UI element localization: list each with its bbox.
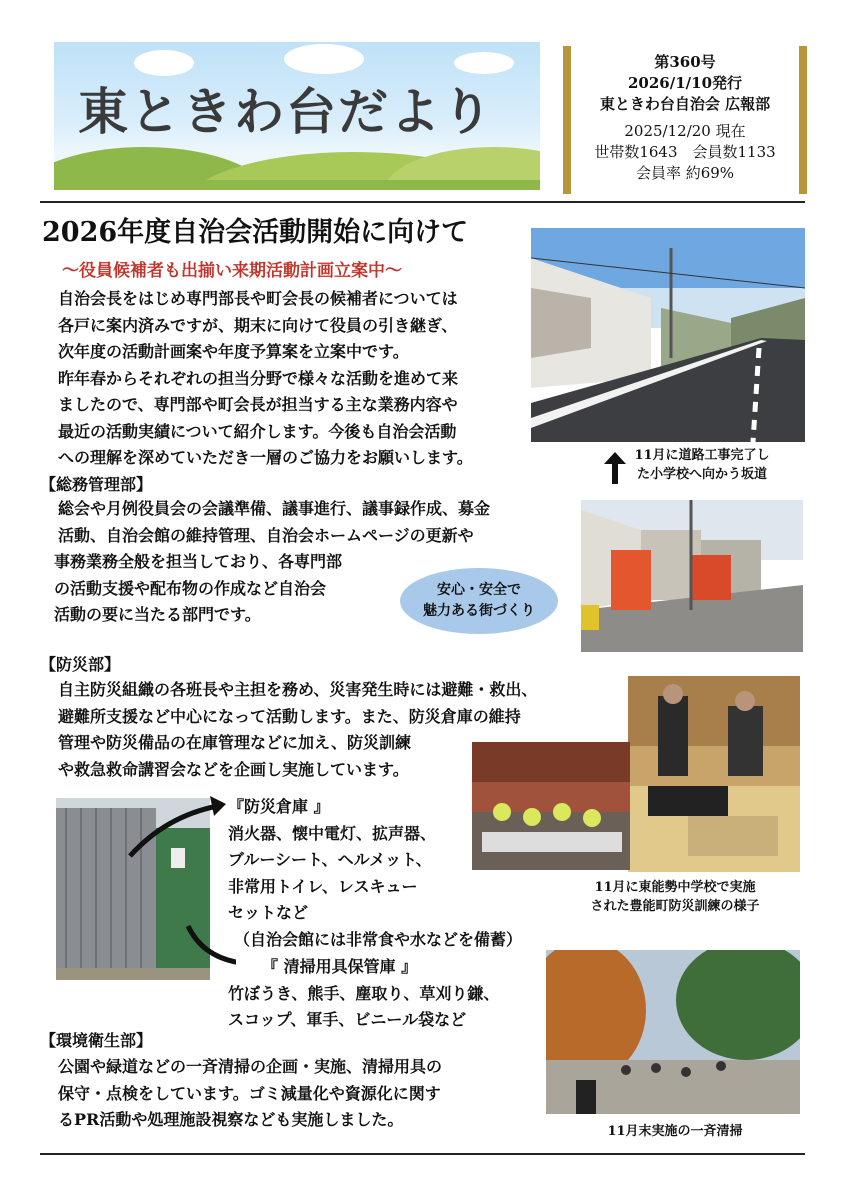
cleanup-photo-caption: 11月末実施の一斉清掃 bbox=[607, 1124, 743, 1139]
text-line: 次年度の活動計画案や年度予算案を立案中です。 bbox=[58, 342, 409, 361]
text-line: セットなど bbox=[228, 903, 309, 922]
kankyo-heading: 【環境衛生部】 bbox=[40, 1031, 153, 1050]
text-line: 昨年春からそれぞれの担当分野で様々な活動を進めて来 bbox=[58, 368, 459, 388]
text-line: 管理や防災備品の在庫管理などに加え、防災訓練 bbox=[58, 733, 411, 752]
storage-list bbox=[228, 794, 522, 953]
text-line: 保守・点検をしています。ゴミ減量化や資源化に関す bbox=[58, 1083, 441, 1103]
up-arrow-icon bbox=[604, 452, 626, 484]
caption-line: た小学校へ向かう坂道 bbox=[636, 467, 767, 482]
slogan-bubble bbox=[400, 568, 558, 634]
kankyo-paragraph bbox=[58, 1054, 442, 1134]
slogan-line: 魅力ある街づくり bbox=[423, 603, 535, 619]
road-photo bbox=[531, 228, 805, 442]
text-line: の活動支援や配布物の作成など自治会 bbox=[54, 578, 327, 598]
text-line: 公園や緑道などの一斉清掃の企画・実施、清掃用具の bbox=[58, 1057, 443, 1076]
header-divider bbox=[40, 201, 805, 203]
storage-note: （自治会館には非常食や水などを備蓄） bbox=[234, 929, 523, 949]
cleaning-heading: 『 清掃用具保管庫 』 bbox=[262, 957, 418, 976]
storage-heading: 『防災倉庫 』 bbox=[228, 797, 330, 816]
text-line: 消火器、懐中電灯、拡声器、 bbox=[228, 823, 437, 843]
rescue-drill-photo bbox=[628, 676, 800, 872]
article-title: 2026年度自治会活動開始に向けて bbox=[42, 217, 469, 248]
drill-photo-caption bbox=[560, 878, 790, 916]
soumu-heading: 【総務管理部】 bbox=[40, 475, 153, 494]
text-line: 最近の活動実績について紹介します。今後も自治会活動 bbox=[58, 421, 457, 441]
text-line: 活動の要に当たる部門です。 bbox=[54, 605, 261, 624]
membership-rate: 会員率 約69% bbox=[635, 164, 735, 182]
issue-date: 2026/1/10発行 bbox=[627, 74, 743, 92]
text-line: 各戸に案内済みですが、期末に向けて役員の引き継ぎ、 bbox=[58, 315, 458, 335]
issue-info-box bbox=[563, 46, 807, 194]
text-line: や救急救命講習会などを企画し実施しています。 bbox=[58, 759, 409, 779]
road-photo-caption bbox=[612, 446, 792, 484]
article-subtitle: ～役員候補者も出揃い来期活動計画立案中～ bbox=[62, 261, 402, 281]
newsletter-title: 東ときわ台だより bbox=[78, 83, 494, 141]
publisher: 東ときわ台自治会 広報部 bbox=[599, 95, 771, 113]
issue-number: 第360号 bbox=[654, 53, 716, 71]
arrow-icon bbox=[126, 796, 236, 976]
intro-paragraph bbox=[58, 286, 473, 472]
text-line: 総会や月例役員会の会議準備、議事進行、議事録作成、募金 bbox=[58, 499, 491, 518]
construction-photo bbox=[581, 500, 803, 652]
bousai-heading: 【防災部】 bbox=[40, 655, 121, 674]
footer-divider bbox=[40, 1153, 805, 1155]
caption-line: 11月に東能勢中学校で実施 bbox=[594, 880, 756, 895]
bousai-paragraph bbox=[58, 677, 537, 783]
text-line: 竹ぼうき、熊手、塵取り、草刈り鎌、 bbox=[228, 983, 500, 1003]
household-count: 世帯数1643 会員数1133 bbox=[594, 143, 776, 161]
slogan-line: 安心・安全で bbox=[437, 582, 521, 598]
caption-line: された豊能町防災訓練の様子 bbox=[590, 899, 760, 914]
text-line: 避難所支援など中心になって活動します。また、防災倉庫の維持 bbox=[58, 706, 521, 726]
cleanup-photo bbox=[546, 950, 800, 1114]
text-line: 非常用トイレ、レスキュー bbox=[228, 876, 418, 896]
caption-line: 11月に道路工事完了し bbox=[634, 448, 770, 463]
masthead-banner bbox=[54, 42, 540, 190]
as-of-date: 2025/12/20 現在 bbox=[624, 122, 746, 140]
text-line: 自治会長をはじめ専門部長や町会長の候補者については bbox=[58, 289, 458, 308]
text-line: 自主防災組織の各班長や主担を務め、災害発生時には避難・救出、 bbox=[58, 680, 538, 699]
text-line: ましたので、専門部や町会長が担当する主な業務内容や bbox=[58, 395, 458, 414]
text-line: スコップ、軍手、ビニール袋など bbox=[228, 1010, 467, 1029]
text-line: 事務業務全般を担当しており、各専門部 bbox=[54, 552, 343, 571]
text-line: への理解を深めていただき一層のご協力をお願いします。 bbox=[58, 448, 473, 467]
cleaning-storage-list bbox=[228, 954, 499, 1034]
text-line: 活動、自治会館の維持管理、自治会ホームページの更新や bbox=[58, 525, 474, 545]
text-line: ブルーシート、ヘルメット、 bbox=[228, 850, 432, 869]
text-line: るPR活動や処理施設視察なども実施しました。 bbox=[58, 1110, 404, 1129]
